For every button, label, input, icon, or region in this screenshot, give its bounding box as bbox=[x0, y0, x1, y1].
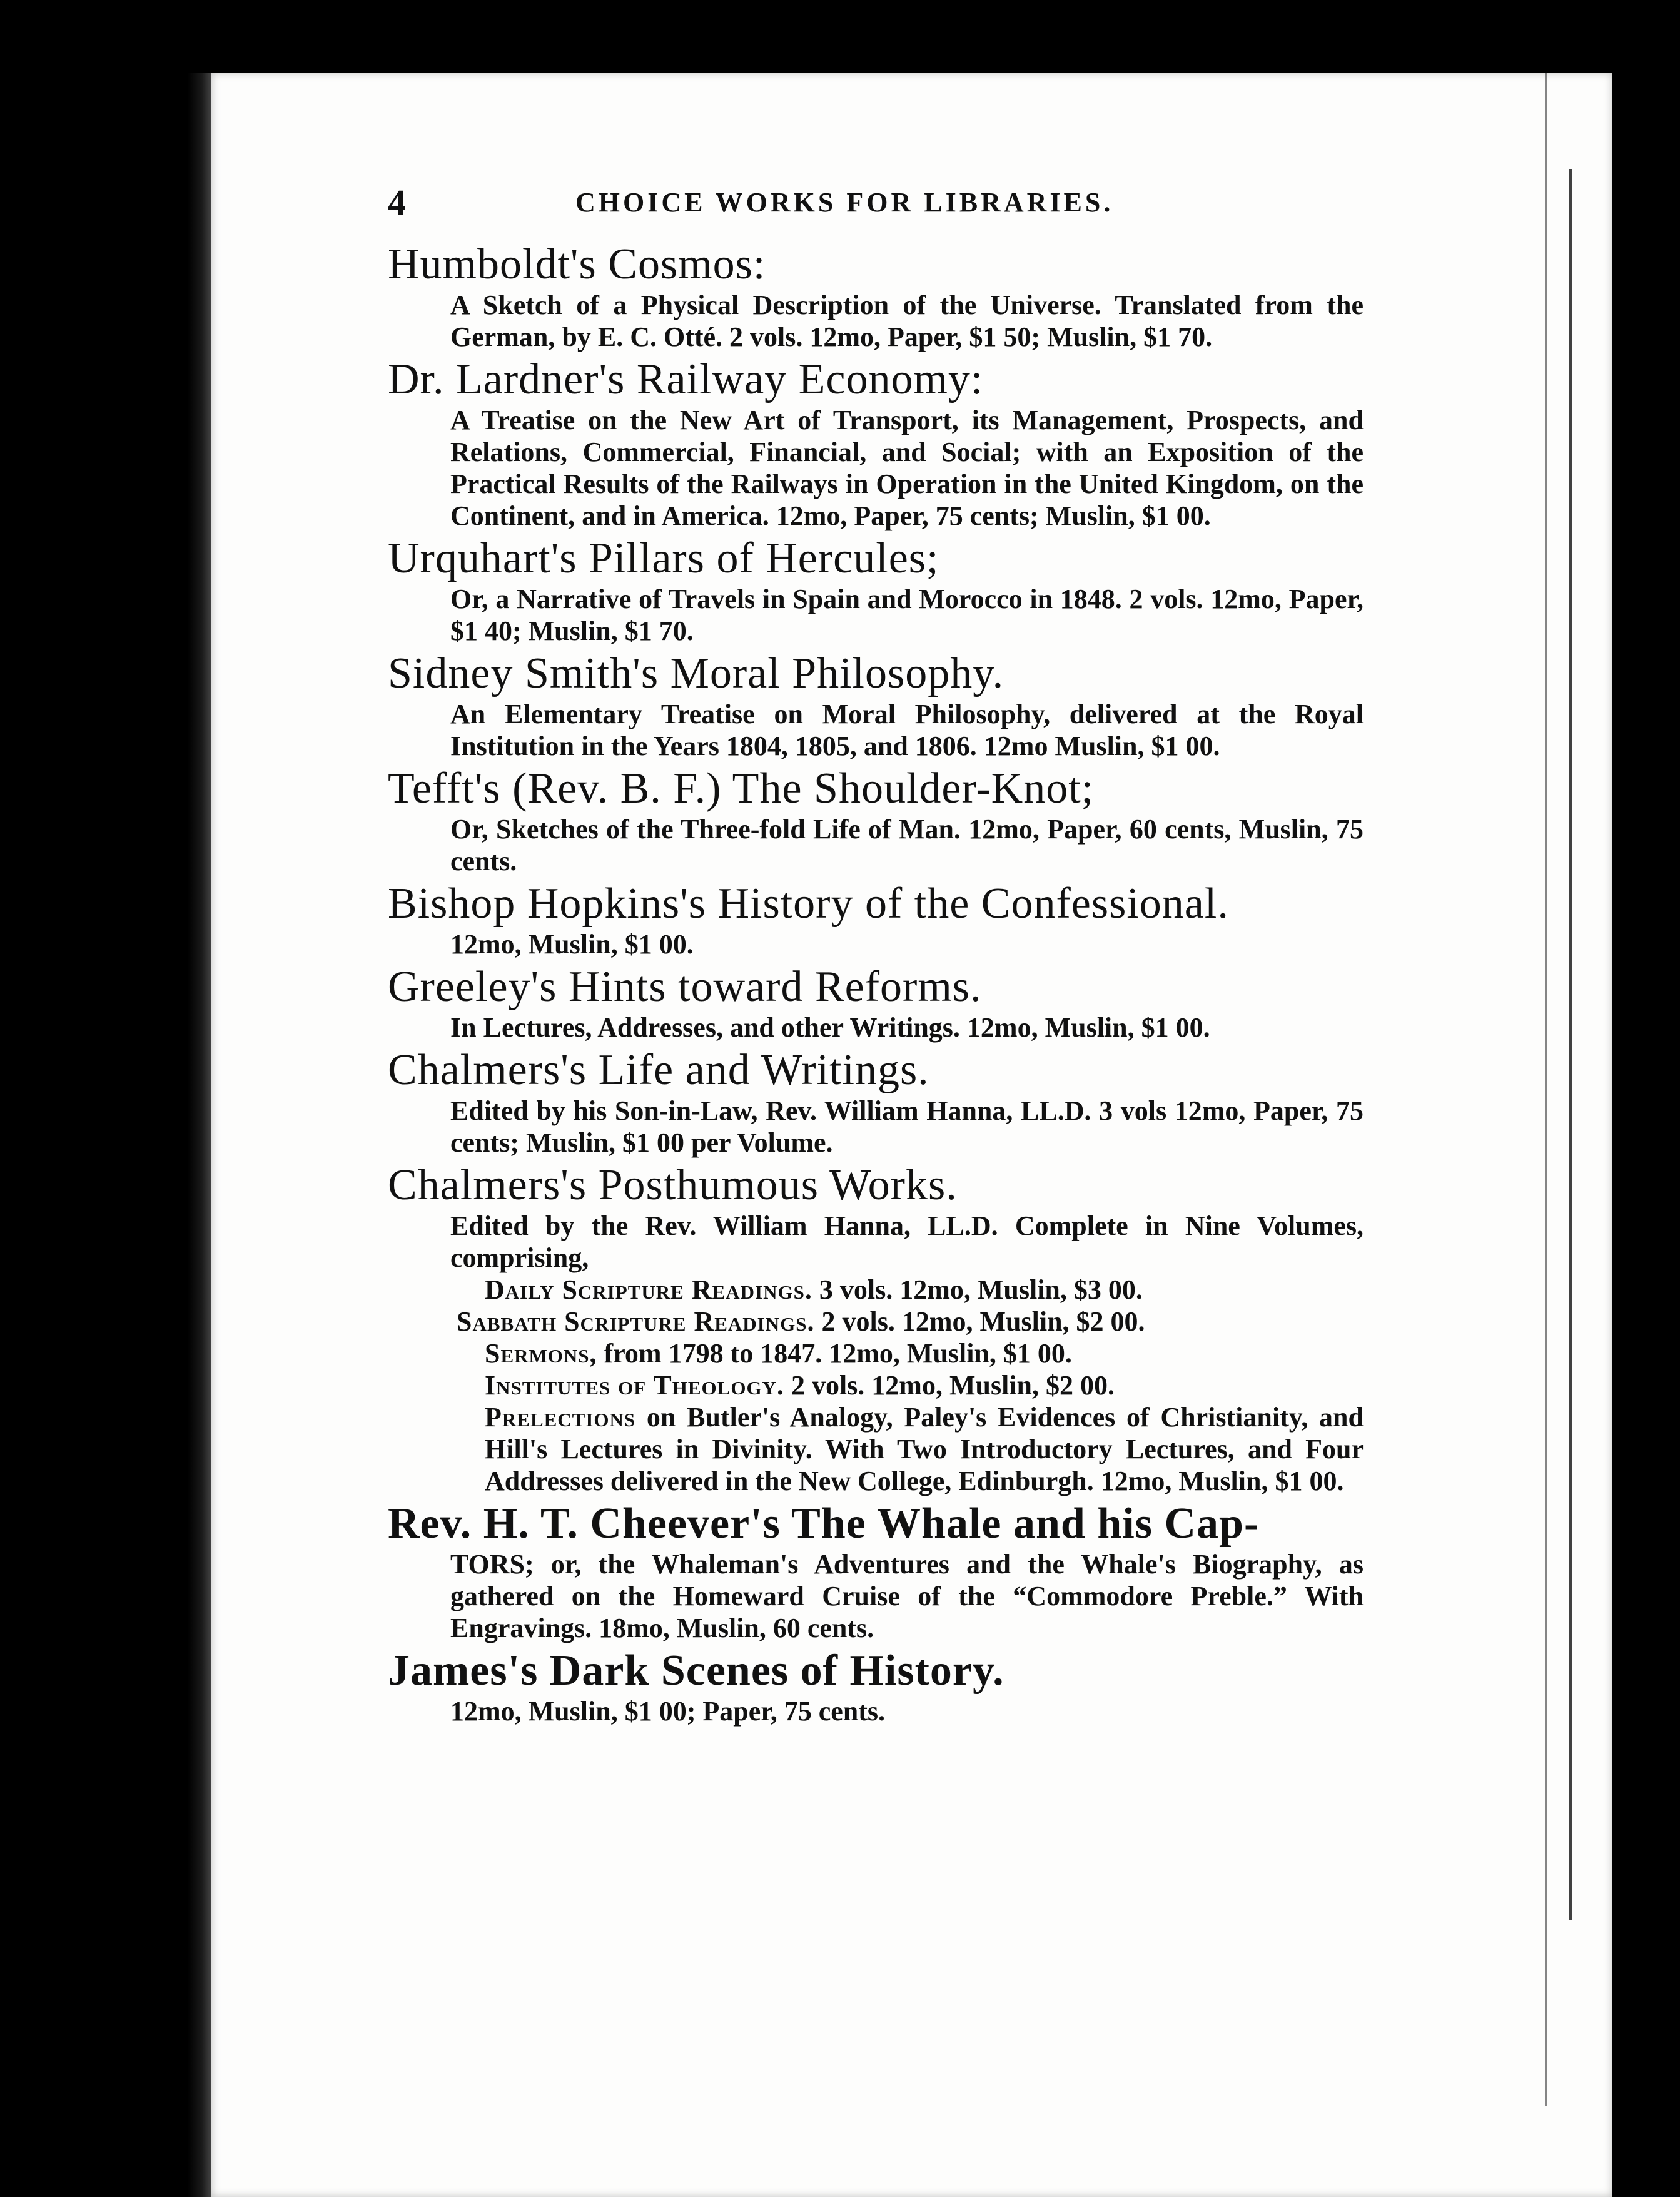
entry-title: Chalmers's Life and Writings. bbox=[388, 1046, 929, 1094]
entry-description: 12mo, Muslin, $1 00; Paper, 75 cents. bbox=[450, 1696, 886, 1727]
entry-title: Chalmers's Posthumous Works. bbox=[388, 1161, 958, 1209]
sub-item bbox=[485, 1369, 1364, 1401]
sub-item-label: Sabbath Scripture Readings. bbox=[457, 1306, 815, 1337]
catalog-entry bbox=[388, 963, 1364, 1043]
entry-title: Sidney Smith's Moral Philosophy. bbox=[388, 649, 1004, 698]
catalog-entry bbox=[388, 1161, 1364, 1497]
catalog-entry bbox=[388, 534, 1364, 647]
sub-item-text: 2 vols. 12mo, Muslin, $2 00. bbox=[814, 1306, 1145, 1337]
sub-item-text: 2 vols. 12mo, Muslin, $2 00. bbox=[784, 1370, 1115, 1401]
entry-description: Or, Sketches of the Three-fold Life of Man. 12mo, Paper, 60 cents, Muslin, 75 cents. bbox=[450, 814, 1364, 876]
entry-title: Bishop Hopkins's History of the Confessional. bbox=[388, 880, 1229, 928]
catalog-entry bbox=[388, 1646, 1364, 1727]
catalog-entry bbox=[388, 649, 1364, 762]
entry-title: Urquhart's Pillars of Hercules; bbox=[388, 534, 939, 582]
entry-title: Humboldt's Cosmos: bbox=[388, 240, 766, 288]
page-content bbox=[388, 181, 1364, 1727]
entry-description: In Lectures, Addresses, and other Writings. 12mo, Muslin, $1 00. bbox=[450, 1012, 1210, 1043]
entry-description: TORS; or, the Whaleman's Adventures and the Whale's Biography, as gathered on the Homeward Cruise of the “Commodore Preble.” With Engravings. 18mo, Muslin, 60 cents. bbox=[450, 1549, 1364, 1643]
entry-title: Tefft's (Rev. B. F.) The Shoulder-Knot; bbox=[388, 764, 1095, 813]
entry-description: Or, a Narrative of Travels in Spain and Morocco in 1848. 2 vols. 12mo, Paper, $1 40; Muslin, $1 70. bbox=[450, 584, 1364, 646]
entry-description: 12mo, Muslin, $1 00. bbox=[450, 929, 694, 960]
page-number: 4 bbox=[388, 182, 406, 223]
entry-description: A Treatise on the New Art of Transport, its Management, Prospects, and Relations, Commercial, Financial, and Social; with an Exposition of the Practical Results of the Railways in Operation in the United Kingdom, on the Continent, and in America. 12mo, Paper, 75 cents; Muslin, $1 00. bbox=[450, 405, 1364, 531]
running-head: CHOICE WORKS FOR LIBRARIES. bbox=[575, 187, 1114, 218]
entry-description: Edited by his Son-in-Law, Rev. William Hanna, LL.D. 3 vols 12mo, Paper, 75 cents; Muslin, $1 00 per Volume. bbox=[450, 1095, 1364, 1158]
sub-item-label: Daily Scripture Readings. bbox=[485, 1274, 812, 1305]
sub-item-label: Institutes of Theology. bbox=[485, 1370, 784, 1401]
sub-item bbox=[457, 1306, 1364, 1337]
catalog-entry bbox=[388, 355, 1364, 532]
catalog-entry bbox=[388, 240, 1364, 353]
catalog-entry bbox=[388, 1046, 1364, 1159]
sub-item-text: from 1798 to 1847. 12mo, Muslin, $1 00. bbox=[597, 1338, 1072, 1369]
page-header bbox=[388, 181, 1364, 238]
catalog-entry bbox=[388, 880, 1364, 960]
sub-item bbox=[485, 1337, 1364, 1369]
entry-title: Rev. H. T. Cheever's The Whale and his Cap- bbox=[388, 1499, 1260, 1548]
entry-title: James's Dark Scenes of History. bbox=[388, 1646, 1004, 1695]
catalog-entry bbox=[388, 764, 1364, 877]
entry-description: A Sketch of a Physical Description of the Universe. Translated from the German, by E. C. Otté. 2 vols. 12mo, Paper, $1 50; Muslin, $1 70. bbox=[450, 290, 1364, 352]
page-edge bbox=[1545, 73, 1547, 2106]
sub-item-label: Sermons, bbox=[485, 1338, 597, 1369]
sub-item-label: Prelections bbox=[485, 1402, 636, 1433]
page-edge-shadow bbox=[1569, 169, 1572, 1920]
entry-description: An Elementary Treatise on Moral Philosophy, delivered at the Royal Institution in the Years 1804, 1805, and 1806. 12mo Muslin, $1 00. bbox=[450, 699, 1364, 761]
sub-item-text: on Butler's Analogy, Paley's Evidences of Christianity, and Hill's Lectures in Divinity. With Two Introductory Lectures, and Four Addresses delivered in the New College, Edinburgh. 12mo, Muslin, $1 00. bbox=[485, 1402, 1364, 1496]
entry-title: Greeley's Hints toward Reforms. bbox=[388, 963, 982, 1011]
sub-item-text: 3 vols. 12mo, Muslin, $3 00. bbox=[812, 1274, 1143, 1305]
entry-title: Dr. Lardner's Railway Economy: bbox=[388, 355, 984, 403]
sub-item bbox=[485, 1274, 1364, 1306]
sub-item bbox=[485, 1401, 1364, 1497]
book-spine-shadow bbox=[188, 73, 211, 2197]
entry-description: Edited by the Rev. William Hanna, LL.D. Complete in Nine Volumes, comprising, bbox=[450, 1210, 1364, 1273]
catalog-entry bbox=[388, 1499, 1364, 1644]
